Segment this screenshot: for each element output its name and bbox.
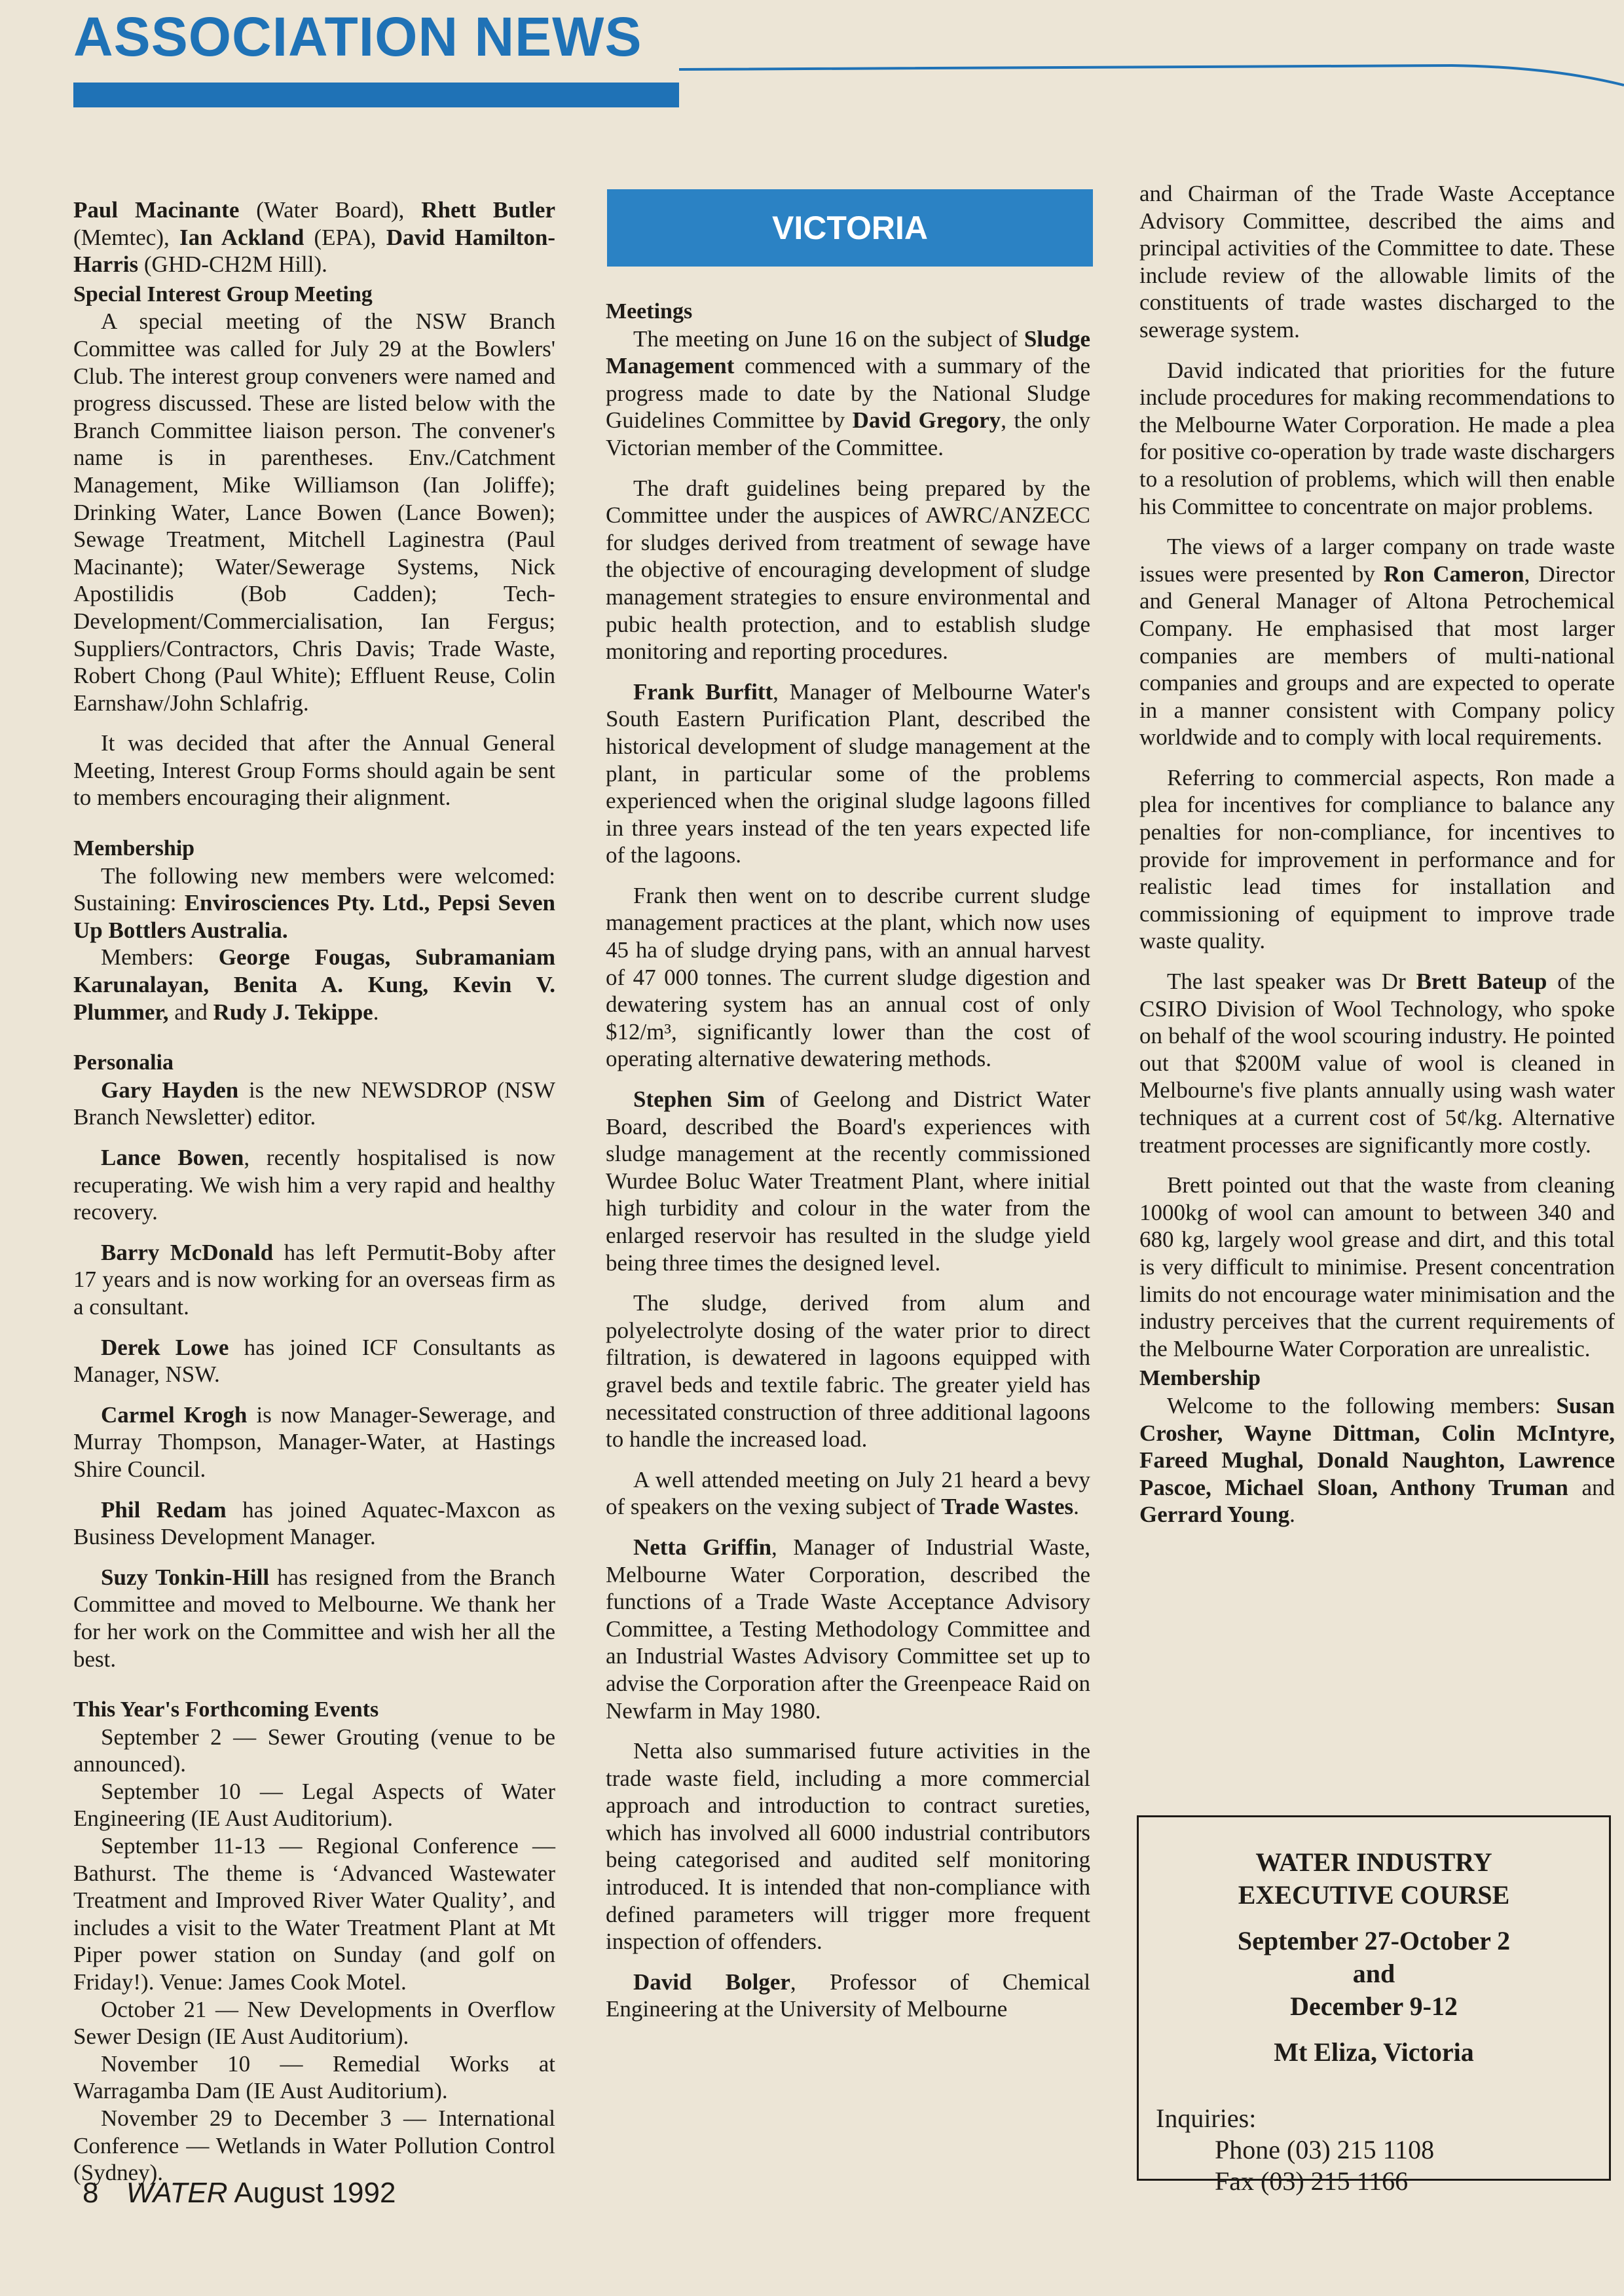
event-item: September 10 — Legal Aspects of Water Engineering (IE Aust Auditorium). <box>73 1778 555 1832</box>
page-footer <box>83 2177 396 2210</box>
course-title-line-1: WATER INDUSTRY <box>1255 1847 1492 1877</box>
article-paragraph: Netta Griffin, Manager of Industrial Waste, Melbourne Water Corporation, described the functions of a Trade Waste Acceptance Advisory Committee, a Testing Methodology Committee and an Industrial Wastes Advisory Committee set up to advise the Corporation after the Greenpeace Raid on Newfarm in May 1980. <box>606 1534 1090 1724</box>
article-paragraph: A well attended meeting on July 21 heard a bevy of speakers on the vexing subject of Trade Wastes. <box>606 1466 1090 1520</box>
article-paragraph: Brett pointed out that the waste from cleaning 1000kg of wool can amount to between 340 and 680 kg, largely wool grease and dirt, and this total is very difficult to minimise. Present concentration limits do not encourage water minimisation and the industry perceives that the current requirements of the Melbourne Water Corporation are unrealistic. <box>1139 1172 1615 1361</box>
course-dates-2: December 9-12 <box>1290 1991 1458 2021</box>
article-paragraph: David indicated that priorities for the future include procedures for making recommendations to the Melbourne Water Corporation. He made a plea for positive co-operation by trade waste dischargers to a resolution of problems, which will then enable his Committee to concentrate on major problems. <box>1139 357 1615 519</box>
column-victoria-continued <box>1139 180 1615 1528</box>
intro-paragraph: Paul Macinante (Water Board), Rhett Butler (Memtec), Ian Ackland (EPA), David Hamilton-Harris (GHD-CH2M Hill). <box>73 197 555 278</box>
membership-paragraph-victoria: Welcome to the following members: Susan Crosher, Wayne Dittman, Colin McIntyre, Fareed Mughal, Donald Naughton, Lawrence Pascoe, Michael Sloan, Anthony Truman and Gerrard Young. <box>1139 1392 1615 1528</box>
sig-paragraph: A special meeting of the NSW Branch Committee was called for July 29 at the Bowlers' Club. The interest group conveners were named and progress discussed. These are listed below with the Branch Committee liaison person. The convener's name is in parentheses. Env./Catchment Management, Mike Williamson (Ian Joliffe); Drinking Water, Lance Bowen (Lance Bowen); Sewage Treatment, Mitchell Laginestra (Paul Macinante); Water/Sewerage Systems, Nick Apostilidis (Bob Cadden); Tech-Development/Commercialisation, Ian Fergus; Suppliers/Contractors, Chris Davis; Trade Waste, Robert Chong (Paul White); Effluent Reuse, Colin Earnshaw/John Schlafrig. <box>73 308 555 716</box>
inquiries-fax: Fax (03) 215 1166 <box>1215 2166 1409 2196</box>
personalia-item: Phil Redam has joined Aquatec-Maxcon as Business Development Manager. <box>73 1496 555 1550</box>
membership-heading: Membership <box>73 836 195 861</box>
inquiries-label: Inquiries: <box>1156 2103 1257 2133</box>
membership-paragraph: The following new members were welcomed: Sustaining: Envirosciences Pty. Ltd., Pepsi Seven Up Bottlers Australia. <box>73 862 555 943</box>
page-title: ASSOCIATION NEWS <box>73 6 642 67</box>
events-heading: This Year's Forthcoming Events <box>73 1697 379 1722</box>
event-item: November 29 to December 3 — International Conference — Wetlands in Water Pollution Control (Sydney). <box>73 2105 555 2186</box>
personalia-item: Suzy Tonkin-Hill has resigned from the Branch Committee and moved to Melbourne. We thank her for her work on the Committee and wish her all the best. <box>73 1564 556 1672</box>
header-bar <box>73 83 679 107</box>
article-paragraph: Frank then went on to describe current sludge management practices at the plant, which now uses 45 ha of sludge drying pans, with an annual harvest of 47 000 tonnes. The current sludge digestion and dewatering system has an annual cost of only $12/m³, significantly lower than the cost of operating alternative dewatering methods. <box>606 882 1090 1072</box>
issue-date: August 1992 <box>234 2177 396 2209</box>
course-title-line-2: EXECUTIVE COURSE <box>1238 1880 1510 1910</box>
personalia-item: Barry McDonald has left Permutit-Boby after 17 years and is now working for an overseas firm as a consultant. <box>73 1239 555 1320</box>
personalia-item: Lance Bowen, recently hospitalised is now recuperating. We wish him a very rapid and healthy recovery. <box>73 1145 555 1225</box>
event-item: September 2 — Sewer Grouting (venue to be announced). <box>73 1724 555 1777</box>
sig-heading: Special Interest Group Meeting <box>73 282 373 306</box>
sig-paragraph-2: It was decided that after the Annual General Meeting, Interest Group Forms should again be sent to members encouraging their alignment. <box>73 730 555 811</box>
personalia-item: Gary Hayden is the new NEWSDROP (NSW Branch Newsletter) editor. <box>73 1077 555 1130</box>
course-location: Mt Eliza, Victoria <box>1274 2037 1474 2067</box>
personalia-heading: Personalia <box>73 1050 174 1075</box>
article-paragraph: David Bolger, Professor of Chemical Engineering at the University of Melbourne <box>606 1969 1091 2022</box>
course-dates-and: and <box>1352 1959 1395 1988</box>
event-item: September 11-13 — Regional Conference — Bathurst. The theme is ‘Advanced Wastewater Treatment and Improved River Water Quality’, and includes a visit to the Water Treatment Plant at Mt Piper power station on Sunday (and golf on Friday!). Venue: James Cook Motel. <box>73 1833 555 1995</box>
membership-paragraph-2: Members: George Fougas, Subramaniam Karunalayan, Benita A. Kung, Kevin V. Plummer, and Rudy J. Tekippe. <box>73 944 555 1025</box>
column-nsw <box>73 196 555 2187</box>
course-dates-1: September 27-October 2 <box>1237 1926 1511 1955</box>
membership-heading-victoria: Membership <box>1139 1366 1261 1391</box>
course-advert-box <box>1137 1815 1611 2196</box>
personalia-item: Carmel Krogh is now Manager-Sewerage, and Murray Thompson, Manager-Water, at Hastings Shire Council. <box>73 1401 555 1482</box>
meetings-heading: Meetings <box>606 299 693 324</box>
article-paragraph: Frank Burfitt, Manager of Melbourne Water's South Eastern Purification Plant, described the historical development of sludge management at the plant, in particular some of the problems experienced when the original sludge lagoons filled in three years instead of the ten years expected life of the lagoons. <box>606 678 1090 868</box>
article-paragraph: The draft guidelines being prepared by the Committee under the auspices of AWRC/ANZECC for sludges derived from treatment of sewage have the objective of encouraging development of sludge management strategies to ensure environmental and pubic health protection, and to establish sludge monitoring and reporting procedures. <box>606 475 1090 665</box>
magazine-name: WATER <box>126 2177 228 2209</box>
personalia-item: Derek Lowe has joined ICF Consultants as Manager, NSW. <box>73 1334 555 1388</box>
inquiries-phone: Phone (03) 215 1108 <box>1215 2135 1435 2164</box>
event-item: October 21 — New Developments in Overflow Sewer Design (IE Aust Auditorium). <box>73 1996 555 2050</box>
page-number: 8 <box>83 2177 99 2209</box>
article-paragraph: Stephen Sim of Geelong and District Water Board, described the Board's experiences with sludge management at the recently commissioned Wurdee Boluc Water Treatment Plant, where initial high turbidity and colour in the water from the enlarged reservoir has resulted in the sludge yield being three times the designed level. <box>606 1086 1090 1276</box>
article-paragraph: The meeting on June 16 on the subject of Sludge Management commenced with a summary of the progress made to date by the National Sludge Guidelines Committee by David Gregory, the only Victorian member of the Committee. <box>606 325 1090 460</box>
article-paragraph: Netta also summarised future activities in the trade waste field, including a more commercial approach and introduction to contract sureties, which has involved all 6000 industrial contributors being categorised and audited self monitoring introduced. It is intended that non-compliance with defined parameters will trigger more frequent inspection of offenders. <box>606 1738 1090 1955</box>
article-paragraph: The last speaker was Dr Brett Bateup of the CSIRO Division of Wool Technology, who spoke on behalf of the wool scouring industry. He pointed out that $200M value of wool is cleaned in Melbourne's five plants annually using wash water techniques at a current cost of 5¢/kg. Alternative treatment processes are significantly more costly. <box>1139 969 1615 1158</box>
section-title-victoria: VICTORIA <box>607 189 1093 267</box>
article-paragraph: The views of a larger company on trade waste issues were presented by Ron Cameron, Director and General Manager of Altona Petrochemical Company. He emphasised that most larger companies are members of multi-national companies and groups and are expected to operate in a manner consistent with Company policy worldwide and to comply with local requirements. <box>1139 534 1615 750</box>
article-paragraph: Referring to commercial aspects, Ron made a plea for incentives for compliance to balance any penalties for non-compliance, for incentives to provide for improvement in performance and for realistic lead times for installation and commissioning of equipment to improve trade waste quality. <box>1139 764 1615 954</box>
event-item: November 10 — Remedial Works at Warragamba Dam (IE Aust Auditorium). <box>73 2050 555 2104</box>
column-victoria <box>606 298 1090 2023</box>
article-paragraph: and Chairman of the Trade Waste Acceptance Advisory Committee, described the aims and principal activities of the Committee to date. These include review of the allowable limits of the constituents of trade wastes discharged to the sewerage system. <box>1139 181 1615 343</box>
header-rule <box>679 60 1624 86</box>
article-paragraph: The sludge, derived from alum and polyelectrolyte dosing of the water prior to direct filtration, is dewatered in lagoons equipped with gravel beds and textile fabric. The greater yield has necessitated construction of three additional lagoons to handle the increased load. <box>606 1290 1090 1453</box>
